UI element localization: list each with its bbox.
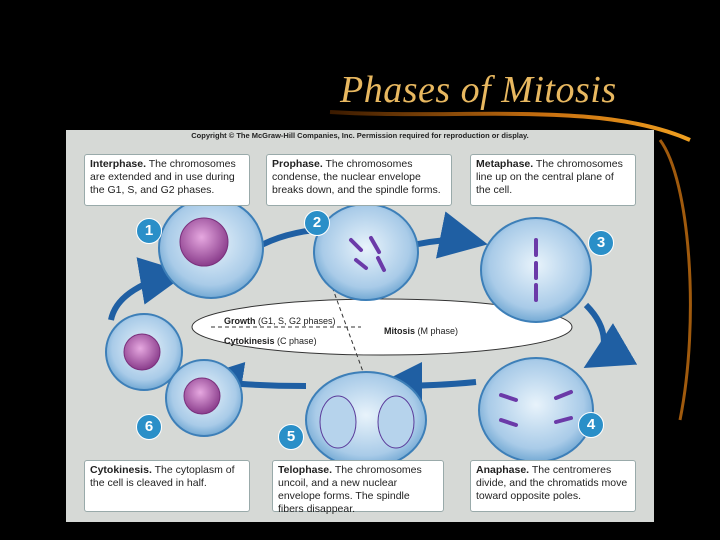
slide-title: Phases of Mitosis: [340, 69, 617, 111]
phase-number-5: 5: [278, 424, 304, 450]
phase-box-metaphase: Metaphase. The chromosomes line up on the central plane of the cell.: [470, 154, 636, 206]
phase-number-1: 1: [136, 218, 162, 244]
phase-box-prophase: Prophase. The chromosomes condense, the nuclear envelope breaks down, and the spindle forms.: [266, 154, 452, 206]
copyright-notice: Copyright © The McGraw-Hill Companies, Inc. Permission required for reproduction or display.: [191, 131, 529, 140]
phase-box-anaphase: Anaphase. The centromeres divide, and the chromatids move toward opposite poles.: [470, 460, 636, 512]
phase-number-6: 6: [136, 414, 162, 440]
phase-number-4: 4: [578, 412, 604, 438]
phase-number-3: 3: [588, 230, 614, 256]
mitosis-figure: [66, 130, 654, 522]
mitosis-label: Mitosis (M phase): [384, 326, 459, 336]
growth-label: Growth (G1, S, G2 phases): [224, 316, 336, 326]
phase-box-cytokinesis: Cytokinesis. The cytoplasm of the cell is cleaved in half.: [84, 460, 250, 512]
cytokinesis-label: Cytokinesis (C phase): [224, 336, 317, 346]
phase-box-telophase: Telophase. The chromosomes uncoil, and a new nuclear envelope forms. The spindle fibers disappear.: [272, 460, 444, 512]
phase-box-interphase: Interphase. The chromosomes are extended and in use during the G1, S, and G2 phases.: [84, 154, 250, 206]
arrow-3-to-4: [586, 305, 604, 362]
phase-number-2: 2: [304, 210, 330, 236]
